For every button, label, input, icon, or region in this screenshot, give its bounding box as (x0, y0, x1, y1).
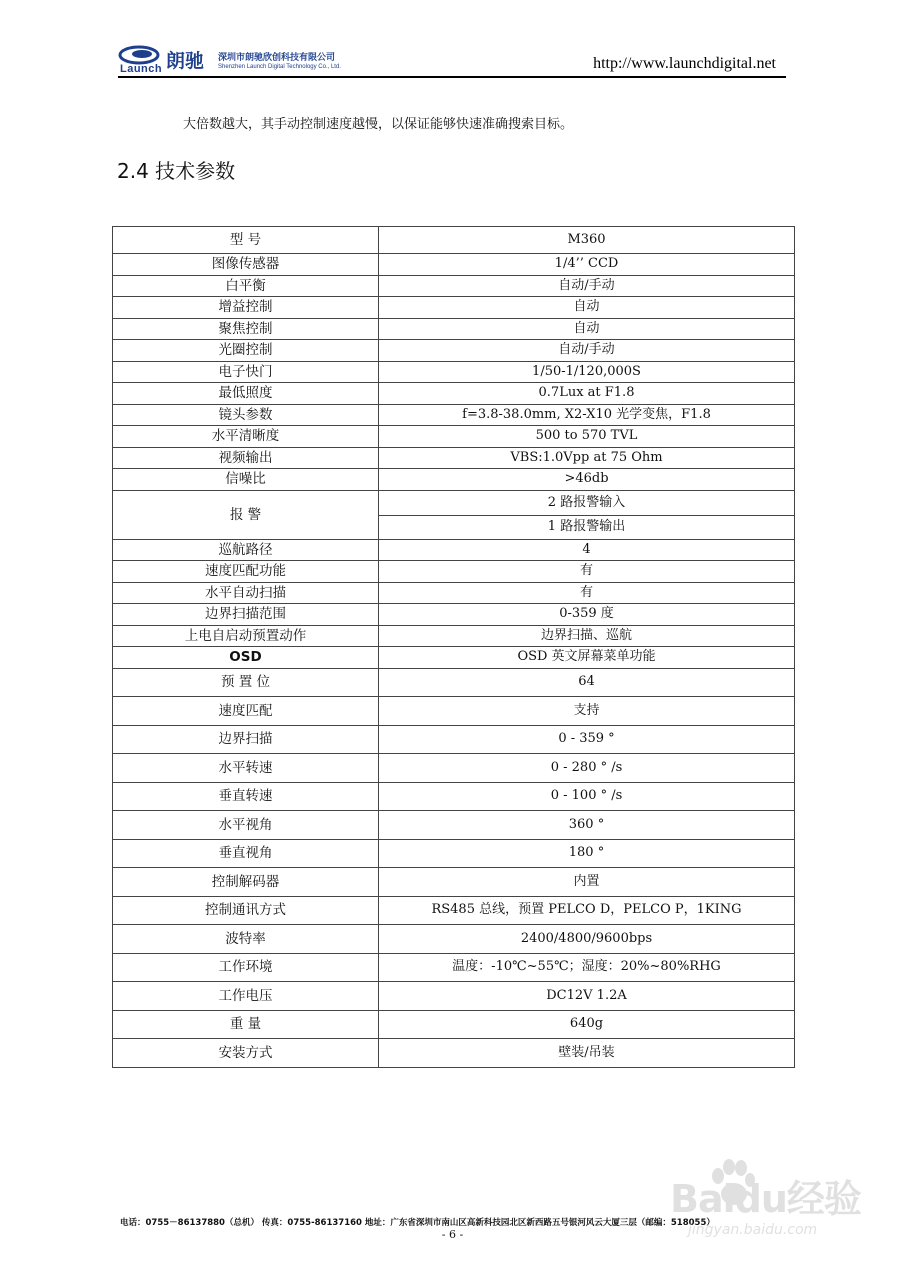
table-row (113, 227, 795, 254)
table-row (113, 297, 795, 319)
spec-label: 镜头参数 (113, 404, 379, 426)
watermark-text: Baidu经验 (670, 1177, 861, 1221)
spec-value: 360 ° (379, 811, 795, 840)
table-row (113, 404, 795, 426)
table-row (113, 811, 795, 840)
spec-value: 0-359 度 (379, 604, 795, 626)
spec-label: 白平衡 (113, 275, 379, 297)
footer-contact: 电话：0755－86137880（总机） 传真：0755-86137160 地址：广东省深圳市南山区高新科技园北区新西路五号银河风云大厦三层（邮编：518055） (120, 1218, 715, 1228)
spec-label: 水平清晰度 (113, 426, 379, 448)
spec-value: 4 (379, 539, 795, 561)
spec-table (112, 226, 795, 1068)
spec-value: 支持 (379, 697, 795, 726)
table-row (113, 625, 795, 647)
table-row (113, 604, 795, 626)
spec-label: 水平自动扫描 (113, 582, 379, 604)
spec-value: 640g (379, 1010, 795, 1039)
spec-label: 控制解码器 (113, 868, 379, 897)
website-url[interactable]: http://www.launchdigital.net (593, 55, 776, 72)
spec-value: OSD 英文屏幕菜单功能 (379, 647, 795, 669)
table-row (113, 426, 795, 448)
table-row (113, 925, 795, 954)
spec-label: 电子快门 (113, 361, 379, 383)
spec-label: 垂直视角 (113, 839, 379, 868)
spec-label: 预 置 位 (113, 668, 379, 697)
spec-value: 自动/手动 (379, 275, 795, 297)
spec-label: 边界扫描范围 (113, 604, 379, 626)
table-row (113, 318, 795, 340)
spec-value: f=3.8-38.0mm, X2-X10 光学变焦，F1.8 (379, 404, 795, 426)
spec-value: 0.7Lux at F1.8 (379, 383, 795, 405)
table-row (113, 490, 795, 515)
table-row (113, 1039, 795, 1068)
spec-value: 1 路报警输出 (379, 515, 795, 539)
table-row (113, 953, 795, 982)
spec-label: 型 号 (113, 227, 379, 254)
spec-value: 有 (379, 582, 795, 604)
table-row (113, 982, 795, 1011)
spec-value: >46db (379, 469, 795, 491)
table-row (113, 839, 795, 868)
spec-label: 信噪比 (113, 469, 379, 491)
spec-value: 500 to 570 TVL (379, 426, 795, 448)
spec-label: 图像传感器 (113, 254, 379, 276)
table-row (113, 447, 795, 469)
spec-value: 64 (379, 668, 795, 697)
spec-value: 180 ° (379, 839, 795, 868)
table-row (113, 539, 795, 561)
spec-value: 0 - 280 ° /s (379, 754, 795, 783)
spec-label: 工作环境 (113, 953, 379, 982)
spec-label: 报 警 (113, 490, 379, 539)
spec-value: 壁装/吊装 (379, 1039, 795, 1068)
header-divider (118, 76, 786, 78)
spec-value: RS485 总线，预置 PELCO D，PELCO P，1KING (379, 896, 795, 925)
spec-value: 2400/4800/9600bps (379, 925, 795, 954)
spec-label: 视频输出 (113, 447, 379, 469)
spec-value: 边界扫描、巡航 (379, 625, 795, 647)
spec-value: 自动/手动 (379, 340, 795, 362)
page-number: - 6 - (441, 1228, 464, 1241)
table-row (113, 254, 795, 276)
spec-label: 聚焦控制 (113, 318, 379, 340)
spec-value: 内置 (379, 868, 795, 897)
logo-chinese-text: 朗驰 (166, 50, 205, 72)
spec-label: 速度匹配功能 (113, 561, 379, 583)
spec-label: 垂直转速 (113, 782, 379, 811)
spec-label: 工作电压 (113, 982, 379, 1011)
page-header (118, 40, 788, 78)
table-row (113, 896, 795, 925)
spec-label: 波特率 (113, 925, 379, 954)
spec-label: 光圈控制 (113, 340, 379, 362)
spec-label: 控制通讯方式 (113, 896, 379, 925)
spec-label: 重 量 (113, 1010, 379, 1039)
table-row (113, 754, 795, 783)
spec-value: 自动 (379, 297, 795, 319)
spec-value: 温度：-10℃~55℃；湿度：20%~80%RHG (379, 953, 795, 982)
spec-value: M360 (379, 227, 795, 254)
company-name-chinese: 深圳市朗驰欣创科技有限公司 (218, 53, 336, 63)
baidu-watermark (630, 1150, 860, 1260)
spec-label: 巡航路径 (113, 539, 379, 561)
spec-label: 速度匹配 (113, 697, 379, 726)
spec-label: 边界扫描 (113, 725, 379, 754)
spec-value: 2 路报警输入 (379, 490, 795, 515)
table-row (113, 668, 795, 697)
spec-label: 安装方式 (113, 1039, 379, 1068)
spec-value: 自动 (379, 318, 795, 340)
table-row (113, 275, 795, 297)
table-row (113, 725, 795, 754)
spec-value: 有 (379, 561, 795, 583)
spec-value: DC12V 1.2A (379, 982, 795, 1011)
table-row (113, 782, 795, 811)
table-row (113, 697, 795, 726)
intro-paragraph: 大倍数越大，其手动控制速度越慢，以保证能够快速准确搜索目标。 (183, 117, 574, 132)
spec-label: 增益控制 (113, 297, 379, 319)
spec-label: 水平视角 (113, 811, 379, 840)
logo-latin-text: Launch (120, 63, 163, 75)
table-row (113, 361, 795, 383)
watermark-url: jingyan.baidu.com (688, 1222, 818, 1238)
spec-label: OSD (113, 647, 379, 669)
spec-value: VBS:1.0Vpp at 75 Ohm (379, 447, 795, 469)
table-row (113, 340, 795, 362)
spec-value: 1/50-1/120,000S (379, 361, 795, 383)
spec-value: 0 - 100 ° /s (379, 782, 795, 811)
table-row (113, 383, 795, 405)
section-title: 2.4 技术参数 (117, 159, 236, 183)
spec-value: 0 - 359 ° (379, 725, 795, 754)
table-row (113, 469, 795, 491)
table-row (113, 647, 795, 669)
company-name-english: Shenzhen Launch Digital Technology Co., Ltd. (218, 64, 341, 70)
spec-label: 水平转速 (113, 754, 379, 783)
table-row (113, 868, 795, 897)
spec-value: 1/4’’ CCD (379, 254, 795, 276)
table-row (113, 561, 795, 583)
spec-label: 上电自启动预置动作 (113, 625, 379, 647)
table-row (113, 582, 795, 604)
table-row (113, 1010, 795, 1039)
spec-label: 最低照度 (113, 383, 379, 405)
